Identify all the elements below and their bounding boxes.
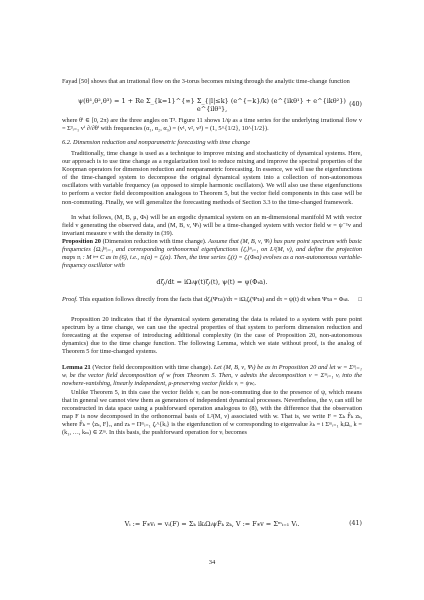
section-title: 6.2. Dimension reduction and nonparametric forecasting with time change: [62, 139, 251, 146]
equation-ode: [62, 278, 362, 286]
paragraph-proposition-discussion: [62, 316, 362, 356]
lemma-text: Let (M, B, ν, Ψₜ) be as in Proposition 20 and let w = Σᵐᵢ₌₁ wᵢ be the vector field decomposition of w from Theorem 5. Then, v admits the decomposition v = Σᵐᵢ₌₁ vᵢ into the nowhere-vanishing, linearly independent, μ-preserving vector fields vᵢ = ψwᵢ.: [62, 364, 362, 388]
paragraph-text: In what follows, (M, B, μ, Φₜ) will be an ergodic dynamical system on an m-dimensional manifold M with vector field v generating the observed data, and (M, B, ν, Ψₜ) will be a time-changed system with vector field w = ψ⁻¹v and invariant measure ν with the density in (39).: [62, 214, 362, 238]
lemma-title: (Vector field decomposition with time change).: [90, 364, 214, 371]
proof-text: This equation follows directly from the facts that dζᵢ(Ψτa)/dτ = iΩᵢζᵢ(Ψτa) and dτ = ψ(t) dt when Ψτa = Φₜa.: [77, 296, 350, 303]
proof: [62, 296, 362, 304]
qed-symbol: □: [358, 297, 362, 303]
equation-40: [62, 97, 362, 113]
paragraph-setup: [62, 214, 362, 238]
proposition-title: (Dimension reduction with time change).: [100, 238, 209, 245]
proposition-text: Assume that (M, B, ν, Ψₜ) has pure point spectrum with basic frequencies {Ωᵢ}ᵐᵢ₌₁ and corresponding orthonormal eigenfunctions {ζᵢ}ᵐᵢ₌₁ on L²(M, ν), and define the projection maps πᵢ : M ↦ C as in (6), i.e., πᵢ(a) = ζᵢ(a). Then, the time series ζᵢ(t) = ζᵢ(Φₜa) evolves as a non-autonomous variable-frequency oscillator with: [62, 238, 362, 270]
paragraph-text: Fayad [50] shows that an irrational flow on the 3-torus becomes mixing through the analytic time-change function: [62, 78, 350, 85]
equation-text: Vᵢ := F⁎vᵢ = vᵢ(F) = Σₖ ikᵢΩᵢψF̂ₖ zₖ, V := F⁎v = Σᵐᵢ₌₁ Vᵢ.: [124, 520, 300, 528]
lemma-21: [62, 364, 362, 388]
paragraph-fayad: [62, 78, 362, 86]
paragraph-pushforward: [62, 389, 362, 438]
equation-41: [62, 520, 362, 528]
equation-text: dζᵢ/dt = iΩᵢψ(t)ζᵢ(t), ψ(t) = ψ(Φₜa).: [156, 278, 268, 286]
paragraph-figure-11: [62, 117, 362, 133]
paragraph-time-change: [62, 150, 362, 207]
paragraph-text: Proposition 20 indicates that if the dynamical system generating the data is related to a system with pure point spectrum by a time change, we can use the spectral properties of that system to perform dimension reduction and forecasting at the expense of introducing additional complexity (in the case of Proposition 20, non-autonomous dynamics) due to the time change function. The following Lemma, which we state without proof, is the analog of Theorem 5 for time-changed systems.: [62, 316, 362, 356]
section-heading: [62, 139, 362, 147]
paragraph-text: where θⁱ ∈ [0, 2π) are the three angles on T³. Figure 11 shows 1/ψ as a time series for the underlying irrational flow v = Σ³ᵢ₌₁ vⁱ ∂/∂θⁱ with frequencies (α₁, α₂, α₃) = (v¹, v², v³) = (1, 5^{1/2}, 10^{1/2}).: [62, 117, 362, 133]
proposition-label: Proposition 20: [62, 238, 101, 245]
proposition-20: [62, 238, 362, 270]
equation-number: (41): [349, 520, 362, 527]
paragraph-text: Traditionally, time change is used as a technique to improve mixing and stochasticity of dynamical systems. Here, our approach is to use time change as a regularization tool to reduce mixing and improve the spectral properties of the Koopman operators for dimension reduction and nonparametric forecasting. In essence, we will use the eigenfunctions of the time-changed system to decompose the original dynamical system into a collection of non-autonomous oscillators with variable frequency (as opposed to simple harmonic oscillators). We will also use these eigenfunctions to perform a vector field decomposition analogous to Theorem 5, but the vector field components in this case will be non-commuting. Finally, we will generalize the forecasting methods of Section 3.3 to the time-changed framework.: [62, 150, 362, 206]
paragraph-text: Unlike Theorem 5, in this case the vector fields vᵢ can be non-commuting due to the presence of ψ, which means that in general we cannot view them as generators of independent dynamical processes. Nevertheless, the vᵢ can still be reconstructed in data space using a pushforward operation analogous to (8), with the difference that the observation map F is now decomposed in the orthonormal basis of L²(M, ν) associated with w. That is, we write F = Σₖ F̂ₖ zₖ, where F̂ₖ = ⟨zₖ, F⟩ᵥ, and zₖ = Πᵐᵢ₌₁ ζᵢ^{kᵢ} is the eigenfunction of w corresponding to eigenvalue λₖ = i Σᵐᵢ₌₁ kᵢΩᵢ, k = (k₁, …, kₘ) ∈ Zᵐ. In this basis, the pushforward operation for vᵢ becomes: [62, 389, 362, 437]
equation-text: ψ(θ¹,θ²,θ³) = 1 + Re Σ_{k=1}^{∞} Σ_{|l|≤k} (e^{−k}/k) (e^{ikθ¹} + e^{ikθ²}) e^{ilθ³},: [78, 97, 346, 114]
lemma-label: Lemma 21: [62, 364, 91, 371]
equation-number: (40): [349, 101, 362, 109]
proof-label: Proof.: [62, 296, 78, 303]
page-number: 34: [208, 559, 216, 566]
